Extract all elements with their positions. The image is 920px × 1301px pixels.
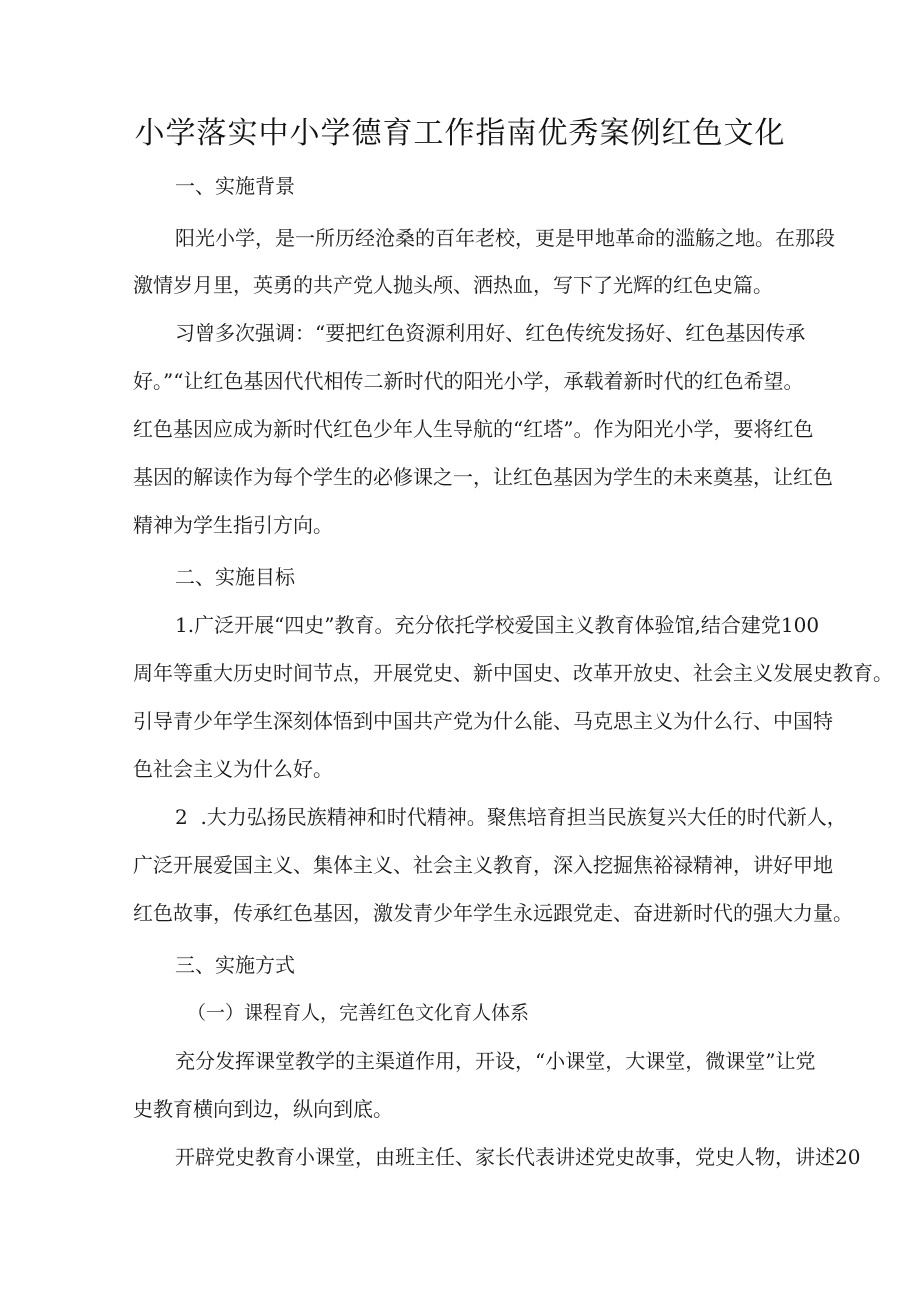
document-title: 小学落实中小学德育工作指南优秀案例红色文化	[134, 116, 786, 151]
paragraph-line: 精神为学生指引方向。	[133, 513, 333, 537]
paragraph-line: 周年等重大历史时间节点，开展党史、新中国史、改革开放史、社会主义发展史教育。	[133, 661, 893, 685]
paragraph-line: 好。”“让红色基因代代相传二新时代的阳光小学，承载着新时代的红色希望。	[133, 369, 804, 393]
paragraph-line: 引导青少年学生深刻体悟到中国共产党为什么能、马克思主义为什么行、中国特	[133, 709, 833, 733]
paragraph-line: 激情岁月里，英勇的共产党人抛头颅、洒热血，写下了光辉的红色史篇。	[133, 273, 773, 297]
paragraph-line: 1.广泛开展“四史”教育。充分依托学校爱国主义教育体验馆,结合建党100	[175, 613, 820, 637]
heading-methods: 三、实施方式	[175, 953, 295, 977]
heading-background: 一、实施背景	[175, 174, 295, 198]
paragraph-line: 色社会主义为什么好。	[133, 757, 333, 781]
paragraph-line: 红色故事，传承红色基因，激发青少年学生永远跟党走、奋进新时代的强大力量。	[133, 901, 853, 925]
paragraph-line: 红色基因应成为新时代红色少年人生导航的“红塔”。作为阳光小学，要将红色	[133, 417, 814, 441]
paragraph-line: 充分发挥课堂教学的主渠道作用，开设，“小课堂，大课堂，微课堂”让党	[175, 1049, 816, 1073]
paragraph-line: 阳光小学，是一所历经沧桑的百年老校，更是甲地革命的滥觞之地。在那段	[175, 226, 835, 250]
paragraph-line: 2 .大力弘扬民族精神和时代精神。聚焦培育担当民族复兴大任的时代新人，	[175, 805, 847, 829]
heading-goals: 二、实施目标	[175, 565, 295, 589]
paragraph-line: 开辟党史教育小课堂，由班主任、家长代表讲述党史故事，党史人物，讲述20	[175, 1145, 861, 1169]
subheading-curriculum: （一）课程育人，完善红色文化育人体系	[187, 1002, 530, 1024]
paragraph-line: 基因的解读作为每个学生的必修课之一，让红色基因为学生的未来奠基，让红色	[133, 465, 833, 489]
paragraph-line: 史教育横向到边，纵向到底。	[133, 1097, 393, 1121]
paragraph-line: 广泛开展爱国主义、集体主义、社会主义教育，深入挖掘焦裕禄精神，讲好甲地	[133, 853, 833, 877]
paragraph-line: 习曾多次强调：“要把红色资源利用好、红色传统发扬好、红色基因传承	[175, 321, 806, 345]
